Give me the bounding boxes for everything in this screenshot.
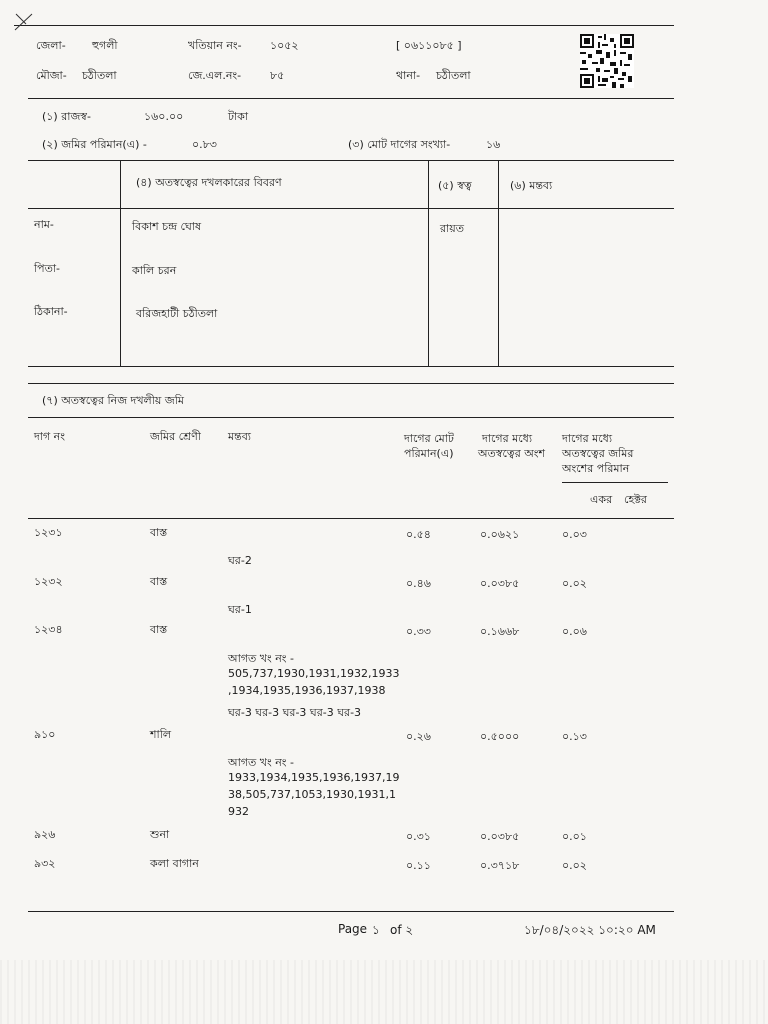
right-value: রায়ত (440, 222, 464, 235)
qr-code-icon (580, 34, 634, 88)
jl-value: ৮৫ (270, 69, 285, 82)
row-5-total: ০.৩১ (406, 830, 431, 843)
row-4-acre: ০.১৩ (562, 730, 587, 743)
row-6-share: ০.৩৭১৮ (480, 859, 520, 872)
row-1-note: ঘর-2 (228, 554, 252, 567)
area-label: (২) জমির পরিমান(এ) - (42, 138, 147, 151)
row-4-plot: ৯১০ (34, 728, 56, 741)
row-1-class: বাস্ত (150, 526, 168, 539)
row-3-note-1: আগত খং নং - (228, 652, 295, 665)
revenue-value: ১৬০.০০ (144, 110, 184, 123)
plot-count-label: (৩) মোট দাগের সংখ্যা- (348, 138, 451, 151)
row-1-total: ০.৫৪ (406, 528, 431, 541)
khatian-label: খতিয়ান নং- (188, 39, 242, 52)
row-3-total: ০.৩৩ (406, 625, 431, 638)
row-2-acre: ০.০২ (562, 577, 587, 590)
row-3-plot: ১২৩৪ (34, 623, 63, 636)
district-label: জেলা- (36, 39, 66, 52)
hdr-plot-no: দাগ নং (34, 430, 65, 443)
top-rule (14, 25, 674, 26)
col-remarks-header: (৬) মন্তব্য (510, 179, 553, 192)
row-5-share: ০.০৩৮৫ (480, 830, 520, 843)
row-2-plot: ১২৩২ (34, 575, 63, 588)
hdr-total-2: পরিমান(এ) (404, 447, 454, 460)
owner-col-divider-2 (428, 160, 429, 366)
mouza-value: চঠীতলা (82, 69, 117, 82)
hdr-class: জমির শ্রেণী (150, 430, 201, 443)
row-4-note-4: 932 (228, 805, 249, 818)
owner-table-top (28, 160, 674, 161)
land-header-top-rule (28, 417, 674, 418)
footer-page-of: of ২ (390, 923, 414, 937)
father-label: পিতা- (34, 262, 61, 275)
revenue-label: (১) রাজস্ব- (42, 110, 91, 123)
khatian-value: ১০৫২ (270, 39, 299, 52)
district-value: হুগলী (92, 39, 118, 52)
thana-value: চঠীতলা (436, 69, 471, 82)
owner-col-divider-3 (498, 160, 499, 366)
row-4-share: ০.৫০০০ (480, 730, 520, 743)
thana-label: থানা- (396, 69, 421, 82)
footer-rule (28, 911, 674, 912)
row-5-acre: ০.০১ (562, 830, 587, 843)
owner-table-header-rule (28, 208, 674, 209)
row-3-note-4: ঘর-3 ঘর-3 ঘর-3 ঘর-3 ঘর-3 (228, 706, 362, 719)
row-4-note-2: 1933,1934,1935,1936,1937,19 (228, 771, 400, 784)
hdr-remarks: মন্তব্য (228, 430, 252, 443)
scan-noise (0, 960, 768, 1024)
code-value: [ ০৬১১০৮৫ ] (396, 39, 462, 52)
corner-mark (12, 10, 42, 34)
address-label: ঠিকানা- (34, 305, 68, 318)
row-2-class: বাস্ত (150, 575, 168, 588)
row-2-share: ০.০৩৮৫ (480, 577, 520, 590)
owner-col-divider-1 (120, 160, 121, 366)
row-5-class: শুনা (150, 828, 170, 841)
row-2-total: ০.৪৬ (406, 577, 431, 590)
row-5-plot: ৯২৬ (34, 828, 56, 841)
hdr-area-2: অতস্বত্বের জমির (562, 447, 634, 460)
revenue-unit: টাকা (228, 110, 249, 123)
hdr-share-2: অতস্বত্বের অংশ (478, 447, 546, 460)
row-2-note: ঘর-1 (228, 603, 252, 616)
hdr-share-1: দাগের মধ্যে (482, 432, 533, 445)
jl-label: জে.এল.নং- (188, 69, 242, 82)
footer-page-number: ১ (372, 923, 380, 937)
plot-count-value: ১৬ (486, 138, 501, 151)
area-value: ০.৮৩ (192, 138, 217, 151)
header-rule (28, 98, 674, 99)
hdr-total-1: দাগের মোট (404, 432, 454, 445)
area-subheader-rule (562, 482, 668, 483)
col-right-header: (৫) স্বত্ব (438, 179, 472, 192)
footer-datetime: ১৮/০৪/২০২২ ১০:২০ AM (524, 923, 656, 937)
row-3-share: ০.১৬৬৮ (480, 625, 520, 638)
row-6-acre: ০.০২ (562, 859, 587, 872)
mouza-label: মৌজা- (36, 69, 67, 82)
row-3-note-2: 505,737,1930,1931,1932,1933 (228, 667, 400, 680)
row-4-note-1: আগত খং নং - (228, 756, 295, 769)
hdr-acre: একর (590, 493, 613, 506)
row-1-share: ০.০৬২১ (480, 528, 520, 541)
row-4-total: ০.২৬ (406, 730, 431, 743)
row-3-class: বাস্ত (150, 623, 168, 636)
footer-page-label: Page (338, 922, 368, 936)
row-4-class: শালি (150, 728, 172, 741)
hdr-hectare: হেক্টর (624, 493, 647, 506)
col-possession-header: (৪) অতস্বত্বের দখলকারের বিবরণ (136, 176, 282, 189)
row-1-plot: ১২৩১ (34, 526, 63, 539)
row-1-acre: ০.০৩ (562, 528, 587, 541)
name-value: বিকাশ চন্দ্র ঘোষ (132, 220, 202, 233)
land-section-top (28, 383, 674, 384)
owner-table-bottom (28, 366, 674, 367)
address-value: বরিজহাটী চঠীতলা (136, 307, 218, 320)
hdr-area-1: দাগের মধ্যে (562, 432, 613, 445)
name-label: নাম- (34, 218, 54, 231)
land-section-title: (৭) অতস্বত্বের নিজ দখলীয় জমি (42, 394, 184, 407)
row-6-class: কলা বাগান (150, 857, 199, 870)
row-6-plot: ৯৩২ (34, 857, 56, 870)
land-header-bottom-rule (28, 518, 674, 519)
row-6-total: ০.১১ (406, 859, 431, 872)
hdr-area-3: অংশের পরিমান (562, 462, 630, 475)
row-3-acre: ০.০৬ (562, 625, 587, 638)
row-3-note-3: ,1934,1935,1936,1937,1938 (228, 684, 386, 697)
row-4-note-3: 38,505,737,1053,1930,1931,1 (228, 788, 396, 801)
father-value: কালি চরন (132, 264, 177, 277)
